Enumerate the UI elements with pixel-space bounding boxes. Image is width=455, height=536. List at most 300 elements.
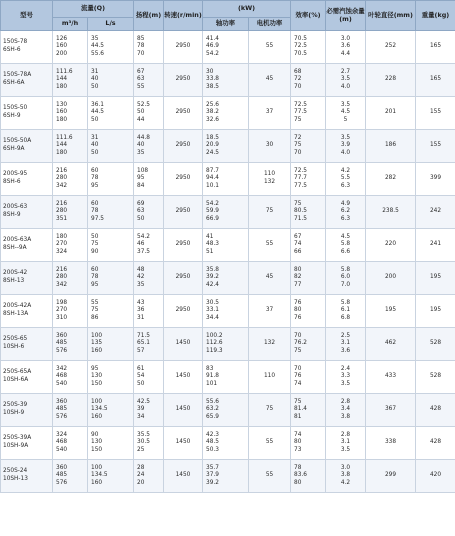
motor-power-cell-text: 110 — [263, 373, 276, 380]
npsh-cell-text: 4.2 5.5 6.3 — [340, 167, 351, 189]
header-shaft-power: 轴功率 — [203, 18, 249, 31]
model-cell — [1, 64, 53, 97]
weight-cell-text: 241 — [429, 241, 442, 248]
impeller-cell-text: 201 — [384, 109, 397, 116]
flow-m3h-cell-text: 130 160 180 — [56, 101, 68, 123]
shaft-power-cell-text: 83 91.8 101 — [206, 365, 219, 387]
speed-cell-text: 2950 — [175, 274, 191, 281]
flow-m3h-cell-text: 216 280 342 — [56, 167, 68, 189]
npsh-cell — [326, 262, 366, 295]
table-row — [1, 64, 455, 97]
model-cell — [1, 361, 53, 394]
model-cell-text: 200S-63 8SH-9 — [3, 204, 28, 218]
efficiency-cell-text: 70 76 74 — [294, 365, 302, 387]
table-row — [1, 130, 455, 163]
table-row — [1, 295, 455, 328]
model-cell-text: 250S-39A 10SH-9A — [3, 435, 32, 449]
efficiency-cell-text: 75 80.5 71.5 — [294, 200, 307, 222]
flow-ls-cell — [88, 460, 134, 493]
speed-cell — [164, 460, 203, 493]
impeller-cell-text: 252 — [384, 43, 397, 50]
flow-ls-cell — [88, 130, 134, 163]
impeller-cell — [366, 229, 416, 262]
impeller-cell-text: 238.5 — [382, 208, 399, 215]
shaft-power-cell — [203, 460, 249, 493]
efficiency-cell — [291, 427, 326, 460]
flow-ls-cell-text: 60 78 97.5 — [91, 200, 104, 222]
shaft-power-cell — [203, 262, 249, 295]
flow-ls-cell — [88, 295, 134, 328]
impeller-cell-text: 220 — [384, 241, 397, 248]
npsh-cell — [326, 328, 366, 361]
impeller-cell — [366, 361, 416, 394]
speed-cell — [164, 163, 203, 196]
flow-ls-cell — [88, 163, 134, 196]
weight-cell-text: 428 — [429, 439, 442, 446]
shaft-power-cell-text: 55.6 63.2 65.9 — [206, 398, 219, 420]
shaft-power-cell-text: 87.7 94.4 10.1 — [206, 167, 219, 189]
speed-cell-text: 1450 — [175, 472, 191, 479]
model-cell — [1, 460, 53, 493]
table-row — [1, 31, 455, 64]
shaft-power-cell — [203, 427, 249, 460]
motor-power-cell — [249, 196, 291, 229]
npsh-cell-text: 5.8 6.0 7.0 — [340, 266, 351, 288]
header-head: 扬程(m) — [134, 1, 164, 31]
motor-power-cell-text: 132 — [263, 340, 276, 347]
npsh-cell-text: 2.8 3.4 3.8 — [340, 398, 351, 420]
efficiency-cell — [291, 328, 326, 361]
impeller-cell — [366, 97, 416, 130]
speed-cell-text: 2950 — [175, 208, 191, 215]
model-cell-text: 250S-39 10SH-9 — [3, 402, 28, 416]
efficiency-cell-text: 72.5 77.7 77.5 — [294, 167, 307, 189]
model-cell-text: 150S-78 6SH-6 — [3, 39, 28, 53]
motor-power-cell-text: 55 — [265, 43, 274, 50]
efficiency-cell-text: 72.5 77.5 75 — [294, 101, 307, 123]
table-row — [1, 427, 455, 460]
impeller-cell-text: 186 — [384, 142, 397, 149]
shaft-power-cell-text: 25.6 38.2 32.6 — [206, 101, 219, 123]
shaft-power-cell-text: 18.5 20.9 24.5 — [206, 134, 219, 156]
flow-m3h-cell — [53, 394, 88, 427]
model-cell-text: 250S-24 10SH-13 — [3, 468, 28, 482]
npsh-cell-text: 2.7 3.5 4.0 — [340, 68, 351, 90]
head-cell — [134, 229, 164, 262]
flow-m3h-cell — [53, 64, 88, 97]
head-cell-text: 42.5 39 34 — [137, 398, 150, 420]
flow-m3h-cell-text: 342 468 540 — [56, 365, 68, 387]
npsh-cell — [326, 31, 366, 64]
efficiency-cell — [291, 460, 326, 493]
model-cell-text: 200S-42A 8SH-13A — [3, 303, 32, 317]
efficiency-cell — [291, 64, 326, 97]
head-cell — [134, 97, 164, 130]
model-cell — [1, 31, 53, 64]
speed-cell-text: 2950 — [175, 307, 191, 314]
head-cell-text: 28 24 20 — [137, 464, 145, 486]
flow-ls-cell — [88, 31, 134, 64]
efficiency-cell — [291, 361, 326, 394]
impeller-cell-text: 367 — [384, 406, 397, 413]
shaft-power-cell — [203, 31, 249, 64]
flow-ls-cell — [88, 328, 134, 361]
efficiency-cell-text: 68 72 70 — [294, 68, 302, 90]
flow-ls-cell — [88, 427, 134, 460]
npsh-cell-text: 2.5 3.1 3.6 — [340, 332, 351, 354]
npsh-cell — [326, 64, 366, 97]
head-cell-text: 35.5 30.5 25 — [137, 431, 150, 453]
model-cell — [1, 163, 53, 196]
impeller-cell — [366, 460, 416, 493]
motor-power-cell-text: 110 132 — [263, 171, 276, 185]
impeller-cell — [366, 130, 416, 163]
efficiency-cell-text: 80 82 77 — [294, 266, 302, 288]
shaft-power-cell — [203, 361, 249, 394]
npsh-cell — [326, 97, 366, 130]
model-cell — [1, 130, 53, 163]
model-cell-text: 150S-50A 6SH-9A — [3, 138, 32, 152]
motor-power-cell-text: 55 — [265, 241, 274, 248]
head-cell — [134, 64, 164, 97]
header-flow: 流量(Q) — [53, 1, 134, 18]
header-kw: (kW) — [203, 1, 291, 18]
npsh-cell-text: 3.0 3.6 4.4 — [340, 35, 351, 57]
npsh-cell — [326, 130, 366, 163]
motor-power-cell — [249, 97, 291, 130]
impeller-cell-text: 282 — [384, 175, 397, 182]
flow-m3h-cell — [53, 427, 88, 460]
weight-cell — [416, 229, 455, 262]
shaft-power-cell-text: 41 48.3 51 — [206, 233, 219, 255]
impeller-cell-text: 338 — [384, 439, 397, 446]
weight-cell-text: 428 — [429, 406, 442, 413]
header-efficiency: 效率(%) — [291, 1, 326, 31]
flow-m3h-cell — [53, 31, 88, 64]
table-row — [1, 163, 455, 196]
motor-power-cell — [249, 130, 291, 163]
speed-cell-text: 1450 — [175, 373, 191, 380]
impeller-cell — [366, 427, 416, 460]
efficiency-cell — [291, 295, 326, 328]
speed-cell-text: 2950 — [175, 175, 191, 182]
weight-cell — [416, 361, 455, 394]
speed-cell-text: 2950 — [175, 109, 191, 116]
model-cell — [1, 427, 53, 460]
shaft-power-cell — [203, 295, 249, 328]
flow-ls-cell — [88, 196, 134, 229]
impeller-cell — [366, 196, 416, 229]
weight-cell-text: 155 — [429, 109, 442, 116]
flow-ls-cell-text: 90 130 150 — [91, 431, 103, 453]
impeller-cell-text: 195 — [384, 307, 397, 314]
head-cell — [134, 130, 164, 163]
header-model: 型号 — [1, 1, 53, 31]
shaft-power-cell-text: 41.4 46.9 54.2 — [206, 35, 219, 57]
speed-cell — [164, 394, 203, 427]
impeller-cell — [366, 328, 416, 361]
table-row — [1, 460, 455, 493]
head-cell-text: 61 54 50 — [137, 365, 145, 387]
head-cell — [134, 196, 164, 229]
motor-power-cell — [249, 229, 291, 262]
flow-ls-cell-text: 55 75 86 — [91, 299, 99, 321]
table-header — [1, 1, 455, 31]
shaft-power-cell-text: 30.5 33.1 34.4 — [206, 299, 219, 321]
speed-cell — [164, 229, 203, 262]
shaft-power-cell-text: 30 33.8 38.5 — [206, 68, 219, 90]
weight-cell — [416, 262, 455, 295]
flow-ls-cell — [88, 361, 134, 394]
model-cell — [1, 97, 53, 130]
flow-ls-cell — [88, 262, 134, 295]
motor-power-cell-text: 55 — [265, 472, 274, 479]
impeller-cell-text: 228 — [384, 76, 397, 83]
flow-m3h-cell — [53, 97, 88, 130]
weight-cell — [416, 394, 455, 427]
shaft-power-cell — [203, 64, 249, 97]
flow-m3h-cell-text: 324 468 540 — [56, 431, 68, 453]
flow-ls-cell-text: 31 40 50 — [91, 68, 99, 90]
npsh-cell-text: 2.4 3.3 3.5 — [340, 365, 351, 387]
efficiency-cell — [291, 31, 326, 64]
motor-power-cell-text: 37 — [265, 307, 274, 314]
flow-m3h-cell — [53, 163, 88, 196]
speed-cell — [164, 328, 203, 361]
weight-cell — [416, 163, 455, 196]
weight-cell — [416, 64, 455, 97]
table-row — [1, 97, 455, 130]
impeller-cell — [366, 163, 416, 196]
flow-m3h-cell — [53, 361, 88, 394]
weight-cell-text: 420 — [429, 472, 442, 479]
shaft-power-cell-text: 54.2 59.9 66.9 — [206, 200, 219, 222]
head-cell-text: 43 36 31 — [137, 299, 145, 321]
motor-power-cell — [249, 460, 291, 493]
impeller-cell — [366, 295, 416, 328]
head-cell-text: 108 95 84 — [137, 167, 149, 189]
flow-m3h-cell-text: 360 485 576 — [56, 464, 68, 486]
motor-power-cell — [249, 328, 291, 361]
motor-power-cell — [249, 64, 291, 97]
header-flow-ls: L/s — [88, 18, 134, 31]
weight-cell-text: 165 — [429, 43, 442, 50]
model-cell-text: 200S-95 8SH-6 — [3, 171, 28, 185]
efficiency-cell — [291, 130, 326, 163]
shaft-power-cell — [203, 229, 249, 262]
flow-m3h-cell — [53, 460, 88, 493]
efficiency-cell-text: 75 81.4 81 — [294, 398, 307, 420]
head-cell — [134, 295, 164, 328]
impeller-cell — [366, 31, 416, 64]
shaft-power-cell — [203, 328, 249, 361]
flow-ls-cell-text: 31 40 50 — [91, 134, 99, 156]
flow-m3h-cell-text: 111.6 144 180 — [56, 68, 73, 90]
weight-cell — [416, 295, 455, 328]
header-npsh: 必需汽蚀余量(m) — [326, 1, 366, 31]
speed-cell-text: 1450 — [175, 406, 191, 413]
efficiency-cell — [291, 262, 326, 295]
table-row — [1, 361, 455, 394]
flow-m3h-cell-text: 198 270 310 — [56, 299, 68, 321]
table-row — [1, 229, 455, 262]
table-row — [1, 328, 455, 361]
impeller-cell — [366, 262, 416, 295]
npsh-cell-text: 3.5 3.9 4.0 — [340, 134, 351, 156]
model-cell-text: 250S-65 10SH-6 — [3, 336, 28, 350]
efficiency-cell — [291, 163, 326, 196]
model-cell-text: 150S-78A 6SH-6A — [3, 72, 32, 86]
npsh-cell — [326, 394, 366, 427]
flow-ls-cell-text: 60 78 95 — [91, 266, 99, 288]
weight-cell-text: 399 — [429, 175, 442, 182]
flow-ls-cell — [88, 229, 134, 262]
head-cell — [134, 31, 164, 64]
shaft-power-cell — [203, 163, 249, 196]
motor-power-cell-text: 75 — [265, 406, 274, 413]
efficiency-cell-text: 70.5 72.5 70.5 — [294, 35, 307, 57]
flow-m3h-cell — [53, 295, 88, 328]
head-cell — [134, 262, 164, 295]
flow-ls-cell-text: 95 130 150 — [91, 365, 103, 387]
speed-cell — [164, 64, 203, 97]
header-motor-power: 电机功率 — [249, 18, 291, 31]
flow-ls-cell-text: 35 44.5 55.6 — [91, 35, 104, 57]
weight-cell-text: 165 — [429, 76, 442, 83]
impeller-cell-text: 462 — [384, 340, 397, 347]
head-cell-text: 85 78 70 — [137, 35, 145, 57]
speed-cell-text: 2950 — [175, 43, 191, 50]
motor-power-cell-text: 55 — [265, 439, 274, 446]
impeller-cell — [366, 394, 416, 427]
shaft-power-cell-text: 42.3 48.5 50.3 — [206, 431, 219, 453]
npsh-cell — [326, 229, 366, 262]
shaft-power-cell — [203, 130, 249, 163]
table-row — [1, 196, 455, 229]
npsh-cell-text: 3.5 4.5 5 — [340, 101, 351, 123]
head-cell — [134, 427, 164, 460]
efficiency-cell — [291, 394, 326, 427]
head-cell-text: 54.2 46 37.5 — [137, 233, 150, 255]
speed-cell-text: 1450 — [175, 340, 191, 347]
speed-cell — [164, 262, 203, 295]
flow-m3h-cell — [53, 196, 88, 229]
efficiency-cell — [291, 229, 326, 262]
weight-cell-text: 528 — [429, 340, 442, 347]
flow-m3h-cell-text: 216 280 351 — [56, 200, 68, 222]
npsh-cell-text: 4.5 5.8 6.6 — [340, 233, 351, 255]
model-cell-text: 150S-50 6SH-9 — [3, 105, 28, 119]
npsh-cell — [326, 460, 366, 493]
head-cell-text: 71.5 65.1 57 — [137, 332, 150, 354]
weight-cell-text: 195 — [429, 307, 442, 314]
head-cell-text: 44.8 40 35 — [137, 134, 150, 156]
head-cell-text: 48 42 35 — [137, 266, 145, 288]
header-speed: 转速(r/min) — [164, 1, 203, 31]
weight-cell — [416, 97, 455, 130]
weight-cell — [416, 196, 455, 229]
head-cell-text: 52.5 50 44 — [137, 101, 150, 123]
efficiency-cell-text: 72 75 70 — [294, 134, 302, 156]
motor-power-cell — [249, 163, 291, 196]
motor-power-cell — [249, 394, 291, 427]
flow-m3h-cell-text: 180 270 324 — [56, 233, 68, 255]
weight-cell — [416, 130, 455, 163]
npsh-cell — [326, 163, 366, 196]
model-cell — [1, 328, 53, 361]
head-cell — [134, 460, 164, 493]
npsh-cell-text: 3.0 3.8 4.2 — [340, 464, 351, 486]
npsh-cell — [326, 361, 366, 394]
shaft-power-cell — [203, 394, 249, 427]
flow-ls-cell-text: 100 134.5 160 — [91, 464, 108, 486]
model-cell — [1, 262, 53, 295]
shaft-power-cell-text: 35.8 39.2 42.4 — [206, 266, 219, 288]
speed-cell — [164, 361, 203, 394]
efficiency-cell-text: 78 83.6 80 — [294, 464, 307, 486]
flow-ls-cell-text: 60 78 95 — [91, 167, 99, 189]
model-cell — [1, 394, 53, 427]
speed-cell — [164, 427, 203, 460]
speed-cell — [164, 196, 203, 229]
impeller-cell-text: 299 — [384, 472, 397, 479]
table-body — [1, 31, 455, 493]
weight-cell — [416, 31, 455, 64]
flow-m3h-cell-text: 360 485 576 — [56, 332, 68, 354]
speed-cell — [164, 295, 203, 328]
speed-cell — [164, 97, 203, 130]
flow-ls-cell — [88, 394, 134, 427]
model-cell-text: 200S-63A 8SH--9A — [3, 237, 32, 251]
flow-m3h-cell-text: 360 485 576 — [56, 398, 68, 420]
npsh-cell — [326, 196, 366, 229]
speed-cell — [164, 31, 203, 64]
efficiency-cell-text: 74 80 73 — [294, 431, 302, 453]
flow-ls-cell-text: 100 135 160 — [91, 332, 103, 354]
model-cell-text: 250S-65A 10SH-6A — [3, 369, 32, 383]
flow-ls-cell-text: 100 134.5 160 — [91, 398, 108, 420]
flow-m3h-cell — [53, 262, 88, 295]
npsh-cell — [326, 295, 366, 328]
impeller-cell-text: 200 — [384, 274, 397, 281]
flow-m3h-cell-text: 216 280 342 — [56, 266, 68, 288]
head-cell-text: 67 63 55 — [137, 68, 145, 90]
speed-cell-text: 1450 — [175, 439, 191, 446]
efficiency-cell — [291, 196, 326, 229]
flow-m3h-cell-text: 126 160 200 — [56, 35, 68, 57]
header-flow-m3h: m³/h — [53, 18, 88, 31]
weight-cell-text: 242 — [429, 208, 442, 215]
speed-cell — [164, 130, 203, 163]
model-cell — [1, 229, 53, 262]
npsh-cell-text: 2.8 3.1 3.5 — [340, 431, 351, 453]
impeller-cell-text: 433 — [384, 373, 397, 380]
flow-ls-cell-text: 36.1 44.5 50 — [91, 101, 104, 123]
motor-power-cell — [249, 262, 291, 295]
motor-power-cell — [249, 295, 291, 328]
model-cell-text: 200S-42 8SH-13 — [3, 270, 28, 284]
efficiency-cell-text: 76 80 76 — [294, 299, 302, 321]
motor-power-cell — [249, 427, 291, 460]
motor-power-cell-text: 37 — [265, 109, 274, 116]
shaft-power-cell-text: 100.2 112.6 119.3 — [206, 332, 223, 354]
motor-power-cell — [249, 31, 291, 64]
flow-m3h-cell — [53, 130, 88, 163]
table-row — [1, 262, 455, 295]
npsh-cell-text: 4.9 6.2 6.3 — [340, 200, 351, 222]
flow-m3h-cell — [53, 328, 88, 361]
motor-power-cell-text: 45 — [265, 76, 274, 83]
